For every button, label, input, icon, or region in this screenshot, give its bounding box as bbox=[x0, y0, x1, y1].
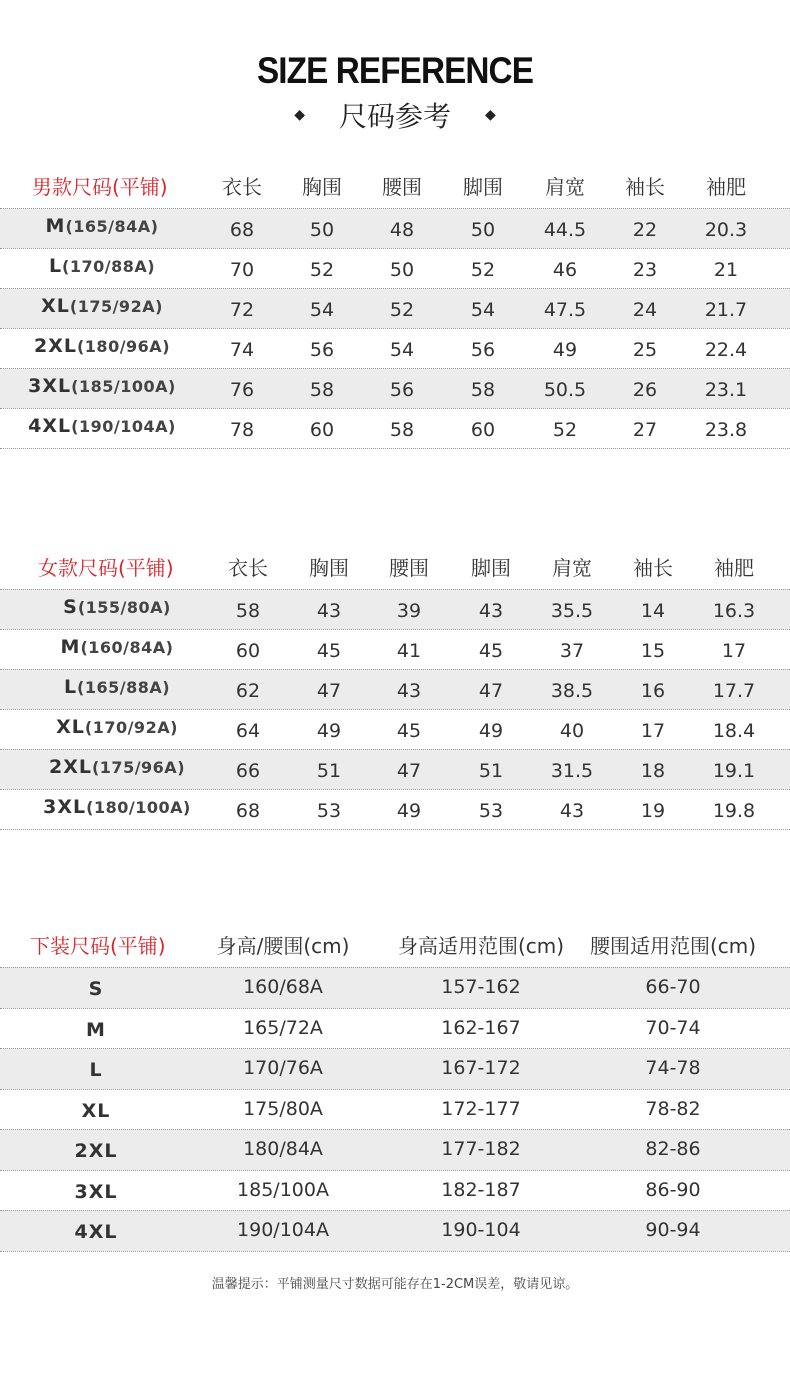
size-label bbox=[0, 1172, 196, 1213]
size-label bbox=[0, 1091, 196, 1132]
table-cell: 50.5 bbox=[543, 379, 587, 401]
size-name: 2XL bbox=[49, 756, 92, 778]
size-spec: (160/84A) bbox=[80, 638, 174, 657]
table-cell: 49 bbox=[478, 720, 504, 742]
table-cell: 78-82 bbox=[645, 1097, 701, 1120]
table-cell: 78 bbox=[229, 419, 255, 441]
table-cell: 172-177 bbox=[441, 1097, 521, 1120]
table-cell: 49 bbox=[316, 720, 342, 742]
table-row bbox=[0, 669, 790, 709]
column-header: 袖肥 bbox=[714, 556, 754, 580]
table-cell: 23.1 bbox=[704, 379, 748, 401]
table-cell: 47 bbox=[316, 680, 342, 702]
table-cell: 50 bbox=[309, 219, 335, 241]
table-row bbox=[0, 589, 790, 629]
table-cell: 16.3 bbox=[712, 600, 756, 622]
column-header: 肩宽 bbox=[545, 175, 585, 199]
table-cell: 182-187 bbox=[441, 1178, 521, 1201]
column-header: 衣长 bbox=[228, 556, 268, 580]
men-size-table bbox=[0, 166, 790, 449]
table-cell: 19 bbox=[640, 800, 666, 822]
table-cell: 56 bbox=[389, 379, 415, 401]
table-cell: 47 bbox=[396, 760, 422, 782]
table-cell: 58 bbox=[470, 379, 496, 401]
size-label bbox=[0, 1131, 196, 1172]
table-cell: 18 bbox=[640, 760, 666, 782]
table-cell: 52 bbox=[389, 299, 415, 321]
size-name: 4XL bbox=[28, 415, 72, 437]
table-cell: 17 bbox=[640, 720, 666, 742]
table-cell: 58 bbox=[389, 419, 415, 441]
table-cell: 90-94 bbox=[645, 1219, 701, 1241]
table-cell: 23.8 bbox=[704, 419, 748, 441]
table-cell: 76 bbox=[229, 379, 255, 401]
table-cell: 60 bbox=[309, 419, 335, 441]
table-cell: 22 bbox=[632, 219, 658, 241]
size-spec: (155/80A) bbox=[77, 598, 171, 617]
table-cell: 58 bbox=[309, 379, 335, 401]
bottoms-size-table bbox=[0, 925, 790, 1252]
table-cell: 165/72A bbox=[243, 1016, 323, 1039]
table-row bbox=[0, 1008, 790, 1049]
size-spec: (190/104A) bbox=[71, 417, 176, 436]
table-header bbox=[0, 166, 790, 208]
size-spec: (180/96A) bbox=[76, 337, 170, 356]
table-cell: 20.3 bbox=[704, 219, 748, 241]
table-row bbox=[0, 1210, 790, 1251]
table-cell: 160/68A bbox=[243, 976, 323, 998]
page-title: SIZE REFERENCE bbox=[256, 50, 534, 91]
table-cell: 27 bbox=[632, 419, 658, 441]
size-name: 4XL bbox=[74, 1221, 118, 1243]
table-cell: 68 bbox=[229, 219, 255, 241]
table-cell: 44.5 bbox=[543, 219, 587, 241]
table-cell: 157-162 bbox=[441, 976, 521, 998]
column-header: 胸围 bbox=[302, 175, 342, 199]
table-row bbox=[0, 1170, 790, 1211]
table-row bbox=[0, 248, 790, 288]
table-row bbox=[0, 789, 790, 829]
table-cell: 19.8 bbox=[712, 800, 756, 822]
table-cell: 58 bbox=[235, 600, 261, 622]
column-header: 袖长 bbox=[625, 175, 665, 199]
table-cell: 17 bbox=[721, 640, 747, 662]
table-cell: 35.5 bbox=[550, 600, 594, 622]
table-cell: 41 bbox=[396, 640, 422, 662]
size-name: M bbox=[86, 1018, 106, 1041]
size-name: L bbox=[63, 676, 78, 698]
table-cell: 40 bbox=[559, 720, 585, 742]
size-name: XL bbox=[41, 295, 70, 317]
column-header: 脚围 bbox=[471, 556, 511, 580]
column-header: 袖肥 bbox=[706, 175, 746, 199]
table-cell: 17.7 bbox=[712, 680, 756, 702]
table-cell: 70 bbox=[229, 259, 255, 281]
table-cell: 39 bbox=[396, 600, 422, 622]
size-spec: (170/88A) bbox=[62, 257, 156, 276]
table-header bbox=[0, 547, 790, 589]
size-name: S bbox=[63, 596, 78, 618]
table-cell: 60 bbox=[235, 640, 261, 662]
table-cell: 56 bbox=[309, 339, 335, 361]
table-cell: 24 bbox=[632, 299, 658, 321]
size-name: XL bbox=[56, 716, 85, 738]
table-cell: 43 bbox=[396, 680, 422, 702]
page-subtitle bbox=[0, 95, 790, 135]
size-spec: (175/92A) bbox=[69, 297, 163, 316]
table-heading: 女款尺码(平铺) bbox=[38, 556, 174, 580]
table-cell: 50 bbox=[389, 259, 415, 281]
table-cell: 43 bbox=[559, 800, 585, 822]
table-cell: 45 bbox=[396, 720, 422, 742]
table-cell: 190/104A bbox=[237, 1219, 329, 1241]
table-row bbox=[0, 629, 790, 669]
size-label bbox=[0, 1212, 196, 1253]
table-cell: 72 bbox=[229, 299, 255, 321]
table-row bbox=[0, 368, 790, 408]
table-cell: 49 bbox=[552, 339, 578, 361]
size-name: 3XL bbox=[74, 1180, 118, 1203]
table-cell: 70-74 bbox=[645, 1016, 701, 1039]
diamond-left-icon: ◆ bbox=[294, 107, 305, 123]
table-cell: 52 bbox=[552, 419, 578, 441]
size-name: M bbox=[60, 636, 81, 658]
table-cell: 66-70 bbox=[645, 976, 701, 998]
table-cell: 23 bbox=[632, 259, 658, 281]
size-spec: (165/88A) bbox=[77, 678, 171, 697]
table-cell: 74-78 bbox=[645, 1057, 701, 1079]
column-header: 身高适用范围(cm) bbox=[397, 934, 565, 958]
column-header: 胸围 bbox=[309, 556, 349, 580]
subtitle-text: 尺码参考 bbox=[338, 100, 451, 133]
column-header: 身高/腰围(cm) bbox=[216, 934, 350, 958]
table-cell: 49 bbox=[396, 800, 422, 822]
table-cell: 45 bbox=[316, 640, 342, 662]
table-heading: 下装尺码(平铺) bbox=[30, 934, 166, 958]
table-cell: 162-167 bbox=[441, 1016, 521, 1039]
size-label bbox=[0, 1050, 196, 1091]
table-cell: 54 bbox=[309, 299, 335, 321]
table-cell: 52 bbox=[309, 259, 335, 281]
size-name: XL bbox=[81, 1099, 111, 1122]
table-row bbox=[0, 967, 790, 1008]
table-cell: 66 bbox=[235, 760, 261, 782]
women-size-table bbox=[0, 547, 790, 830]
table-row bbox=[0, 1048, 790, 1089]
table-cell: 62 bbox=[235, 680, 261, 702]
size-name: M bbox=[45, 215, 66, 237]
column-header: 肩宽 bbox=[552, 556, 592, 580]
table-cell: 50 bbox=[470, 219, 496, 241]
table-cell: 64 bbox=[235, 720, 261, 742]
table-cell: 21.7 bbox=[704, 299, 748, 321]
size-spec: (170/92A) bbox=[84, 718, 178, 737]
table-cell: 47.5 bbox=[543, 299, 587, 321]
size-spec: (175/96A) bbox=[91, 758, 185, 777]
table-cell: 51 bbox=[478, 760, 504, 782]
table-cell: 25 bbox=[632, 339, 658, 361]
size-name: L bbox=[89, 1059, 103, 1081]
table-cell: 82-86 bbox=[645, 1138, 701, 1160]
table-cell: 15 bbox=[640, 640, 666, 662]
table-cell: 38.5 bbox=[550, 680, 594, 702]
table-cell: 56 bbox=[470, 339, 496, 361]
table-cell: 16 bbox=[640, 680, 666, 702]
size-label bbox=[0, 969, 196, 1010]
table-row bbox=[0, 208, 790, 248]
table-cell: 167-172 bbox=[441, 1057, 521, 1079]
table-row bbox=[0, 1089, 790, 1130]
table-row bbox=[0, 709, 790, 749]
column-header: 腰围 bbox=[382, 175, 422, 199]
column-header: 袖长 bbox=[633, 556, 673, 580]
table-cell: 177-182 bbox=[441, 1138, 521, 1160]
table-row bbox=[0, 408, 790, 448]
table-cell: 175/80A bbox=[243, 1097, 323, 1120]
size-name: 2XL bbox=[74, 1140, 118, 1162]
table-cell: 68 bbox=[235, 800, 261, 822]
table-cell: 31.5 bbox=[550, 760, 594, 782]
size-spec: (165/84A) bbox=[65, 217, 159, 236]
table-row bbox=[0, 1129, 790, 1170]
table-cell: 185/100A bbox=[237, 1178, 329, 1201]
size-name: L bbox=[48, 255, 63, 277]
table-cell: 45 bbox=[478, 640, 504, 662]
table-cell: 21 bbox=[713, 259, 739, 281]
table-cell: 51 bbox=[316, 760, 342, 782]
table-cell: 14 bbox=[640, 600, 666, 622]
size-spec: (185/100A) bbox=[71, 377, 176, 396]
column-header: 脚围 bbox=[463, 175, 503, 199]
table-heading: 男款尺码(平铺) bbox=[32, 175, 168, 199]
table-cell: 26 bbox=[632, 379, 658, 401]
table-cell: 74 bbox=[229, 339, 255, 361]
size-name: 3XL bbox=[43, 796, 87, 818]
table-cell: 190-104 bbox=[441, 1219, 521, 1241]
table-cell: 53 bbox=[316, 800, 342, 822]
size-spec: (180/100A) bbox=[86, 798, 191, 817]
table-cell: 54 bbox=[389, 339, 415, 361]
table-cell: 47 bbox=[478, 680, 504, 702]
table-cell: 19.1 bbox=[712, 760, 756, 782]
table-row bbox=[0, 328, 790, 368]
column-header: 腰围适用范围(cm) bbox=[589, 934, 757, 958]
table-cell: 43 bbox=[316, 600, 342, 622]
size-name: 3XL bbox=[28, 375, 72, 397]
table-cell: 54 bbox=[470, 299, 496, 321]
table-cell: 60 bbox=[470, 419, 496, 441]
table-cell: 170/76A bbox=[243, 1057, 323, 1079]
size-label bbox=[0, 1010, 196, 1051]
diamond-right-icon: ◆ bbox=[485, 107, 496, 123]
table-cell: 180/84A bbox=[243, 1138, 323, 1160]
table-row bbox=[0, 749, 790, 789]
table-row bbox=[0, 288, 790, 328]
table-cell: 53 bbox=[478, 800, 504, 822]
table-cell: 48 bbox=[389, 219, 415, 241]
table-cell: 46 bbox=[552, 259, 578, 281]
table-cell: 52 bbox=[470, 259, 496, 281]
size-name: 2XL bbox=[34, 335, 77, 357]
column-header: 衣长 bbox=[222, 175, 262, 199]
table-cell: 18.4 bbox=[712, 720, 756, 742]
size-name: S bbox=[88, 978, 104, 1000]
table-cell: 22.4 bbox=[704, 339, 748, 361]
table-cell: 37 bbox=[559, 640, 585, 662]
table-cell: 86-90 bbox=[645, 1178, 701, 1201]
table-header bbox=[0, 925, 790, 967]
measurement-note: 温馨提示：平铺测量尺寸数据可能存在1-2CM误差，敬请见谅。 bbox=[211, 1277, 579, 1292]
column-header: 腰围 bbox=[389, 556, 429, 580]
table-cell: 43 bbox=[478, 600, 504, 622]
